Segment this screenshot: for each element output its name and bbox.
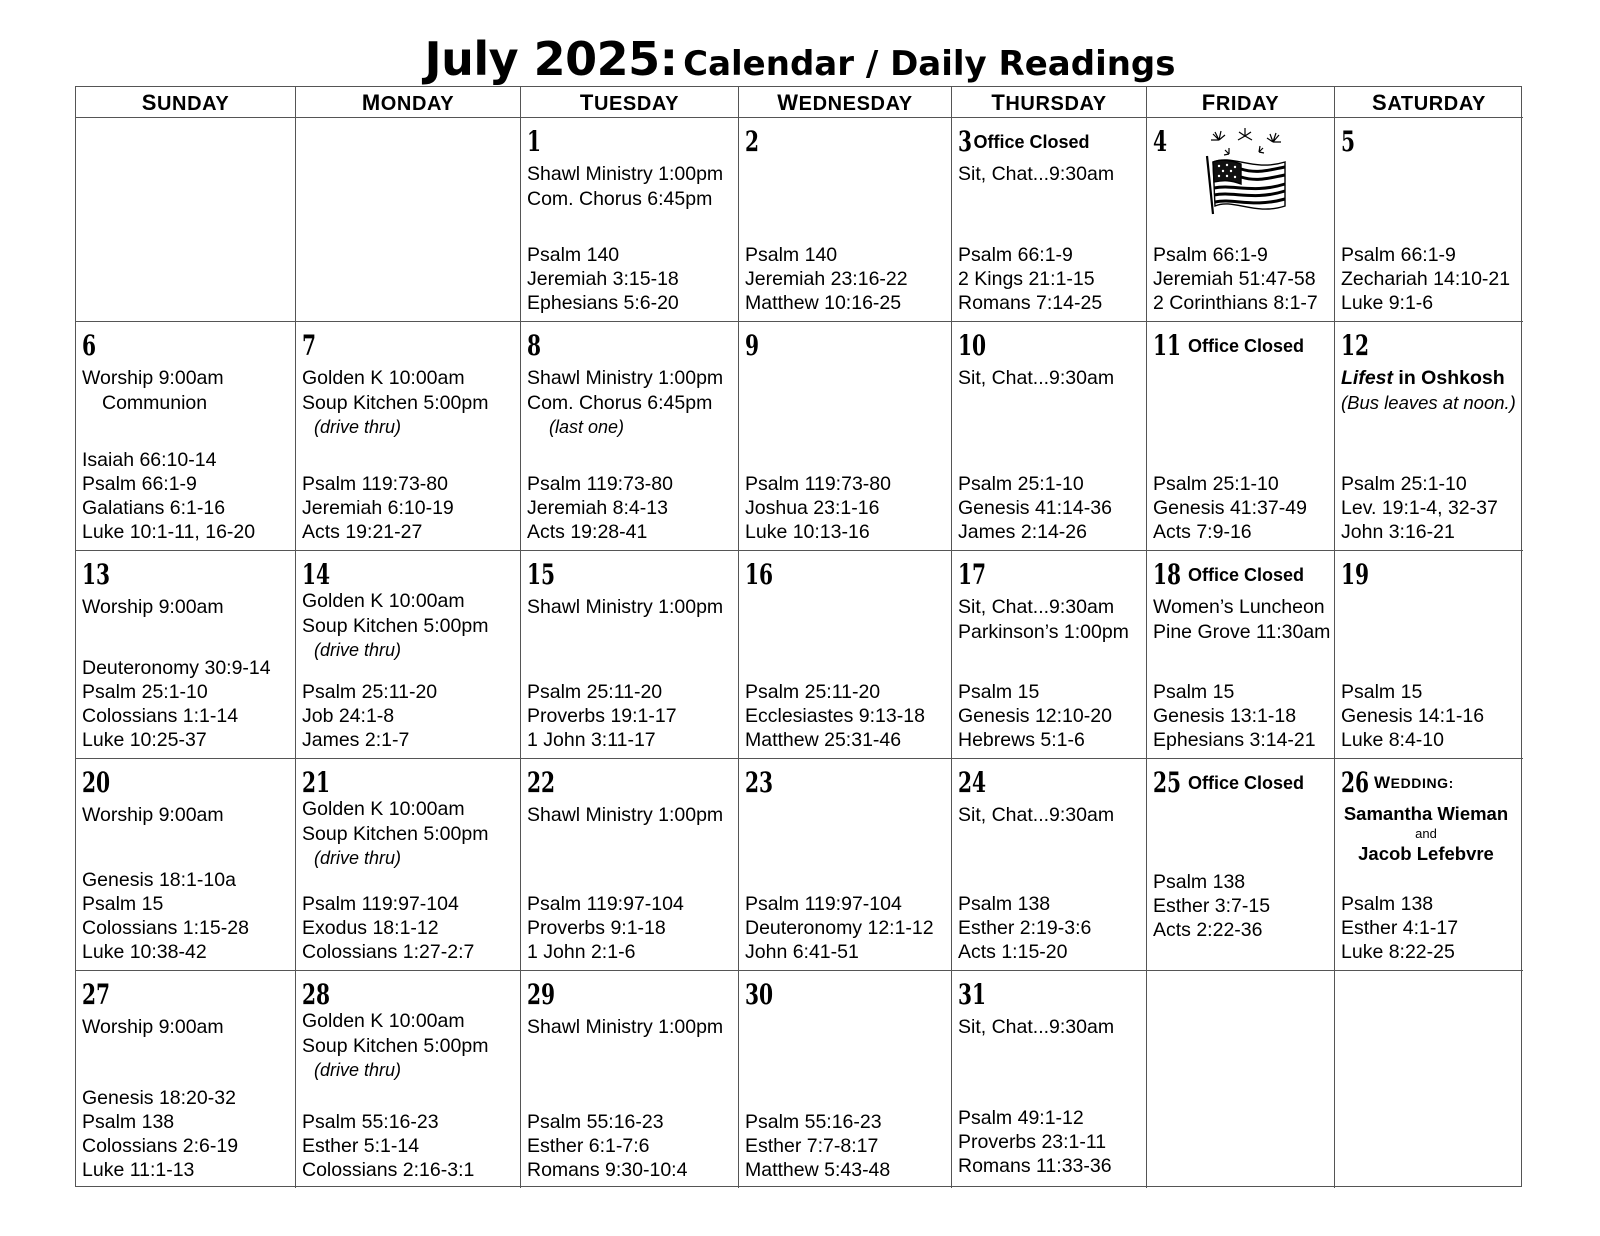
day-events xyxy=(958,162,1140,187)
reading: Esther 7:7-8:17 xyxy=(745,1135,879,1157)
reading: Colossians 1:27-2:7 xyxy=(302,941,475,963)
daily-readings xyxy=(745,680,925,752)
reading: Genesis 14:1-16 xyxy=(1341,705,1485,727)
day-events xyxy=(302,366,514,438)
daily-readings xyxy=(302,1110,474,1182)
reading: Matthew 5:43-48 xyxy=(745,1159,891,1181)
day-cell-8 xyxy=(521,322,739,551)
reading: Hebrews 5:1-6 xyxy=(958,729,1085,751)
reading: Psalm 55:16-23 xyxy=(302,1111,439,1133)
event-note: (drive thru) xyxy=(314,640,402,660)
day-cell-19 xyxy=(1335,551,1523,759)
day-cell-10 xyxy=(952,322,1147,551)
event: Golden K 10:00am xyxy=(302,367,465,389)
day-number: 12 xyxy=(1341,329,1370,362)
reading: Job 24:1-8 xyxy=(302,705,395,727)
event: Soup Kitchen 5:00pm xyxy=(302,615,489,637)
wedding-heading: WEDDING: xyxy=(1373,773,1454,792)
reading: Esther 2:19-3:6 xyxy=(958,917,1092,939)
weekday-sunday: SUNDAY xyxy=(76,87,296,118)
reading: Deuteronomy 12:1-12 xyxy=(745,917,934,939)
day-cell-26 xyxy=(1335,759,1523,971)
reading: Proverbs 19:1-17 xyxy=(527,705,677,727)
day-number: 14 xyxy=(302,558,331,591)
reading: Psalm 15 xyxy=(1341,681,1423,703)
day-number: 2 xyxy=(745,125,760,158)
event: Shawl Ministry 1:00pm xyxy=(527,804,724,826)
event: Sit, Chat...9:30am xyxy=(958,367,1115,389)
day-cell-23 xyxy=(739,759,952,971)
weekday-tuesday: TUESDAY xyxy=(521,87,739,118)
reading: Acts 2:22-36 xyxy=(1153,919,1263,941)
day-number: 16 xyxy=(745,558,774,591)
reading: Jeremiah 51:47-58 xyxy=(1153,268,1316,290)
reading: Matthew 10:16-25 xyxy=(745,292,902,314)
reading: Jeremiah 3:15-18 xyxy=(527,268,679,290)
daily-readings xyxy=(82,448,255,544)
day-events xyxy=(302,1009,514,1081)
daily-readings xyxy=(1153,472,1307,544)
event: Com. Chorus 6:45pm xyxy=(527,188,713,210)
reading: Psalm 138 xyxy=(1153,871,1246,893)
day-number: 17 xyxy=(958,558,987,591)
day-number: 18 xyxy=(1153,558,1182,591)
daily-readings xyxy=(302,472,454,544)
event: Women’s Luncheon xyxy=(1153,596,1325,618)
reading: Genesis 18:1-10a xyxy=(82,869,236,891)
day-number: 25 xyxy=(1153,766,1182,799)
reading: Psalm 25:11-20 xyxy=(745,681,881,703)
day-events xyxy=(527,803,732,828)
day-number: 7 xyxy=(302,329,317,362)
day-events xyxy=(1341,366,1517,415)
reading: Psalm 138 xyxy=(1341,893,1434,915)
day-cell-20 xyxy=(76,759,296,971)
event-note: (drive thru) xyxy=(314,1060,402,1080)
day-events xyxy=(82,1015,289,1040)
empty-day-cell xyxy=(1147,971,1335,1188)
event: Worship 9:00am xyxy=(82,804,224,826)
day-cell-11 xyxy=(1147,322,1335,551)
reading: Psalm 25:1-10 xyxy=(958,473,1084,495)
event: Parkinson’s 1:00pm xyxy=(958,621,1129,643)
day-cell-14 xyxy=(296,551,521,759)
day-events xyxy=(527,162,732,212)
reading: Psalm 55:16-23 xyxy=(745,1111,882,1133)
day-cell-16 xyxy=(739,551,952,759)
day-number: 9 xyxy=(745,329,760,362)
day-number: 3 xyxy=(958,125,973,158)
reading: Esther 5:1-14 xyxy=(302,1135,420,1157)
reading: Romans 9:30-10:4 xyxy=(527,1159,688,1181)
day-number: 21 xyxy=(302,766,331,799)
daily-readings xyxy=(745,892,934,964)
reading: John 3:16-21 xyxy=(1341,521,1455,543)
daily-readings xyxy=(82,868,249,964)
reading: Lev. 19:1-4, 32-37 xyxy=(1341,497,1498,519)
reading: Acts 19:28-41 xyxy=(527,521,648,543)
wedding-names xyxy=(1341,803,1511,865)
day-events xyxy=(302,797,514,869)
daily-readings xyxy=(1341,472,1498,544)
title-month: July 2025: xyxy=(424,32,678,86)
reading: Genesis 12:10-20 xyxy=(958,705,1112,727)
daily-readings xyxy=(958,892,1091,964)
american-flag-fireworks-icon xyxy=(1197,126,1293,216)
day-number: 24 xyxy=(958,766,987,799)
reading: Genesis 18:20-32 xyxy=(82,1087,236,1109)
reading: 2 Kings 21:1-15 xyxy=(958,268,1095,290)
reading: Psalm 25:11-20 xyxy=(302,681,438,703)
reading: Psalm 138 xyxy=(958,893,1051,915)
daily-readings xyxy=(958,680,1112,752)
day-number: 6 xyxy=(82,329,97,362)
reading: Psalm 119:73-80 xyxy=(527,473,673,495)
reading: Psalm 140 xyxy=(745,244,838,266)
event: Communion xyxy=(102,392,208,414)
daily-readings xyxy=(82,656,271,752)
reading: Colossians 2:6-19 xyxy=(82,1135,239,1157)
event-note: (last one) xyxy=(549,417,625,437)
wedding-name: Jacob Lefebvre xyxy=(1358,843,1494,864)
event: Lifest in Oshkosh xyxy=(1341,367,1505,389)
weekday-friday: FRIDAY xyxy=(1147,87,1335,118)
reading: Esther 6:1-7:6 xyxy=(527,1135,650,1157)
day-cell-7 xyxy=(296,322,521,551)
day-events xyxy=(958,366,1140,391)
day-number: 4 xyxy=(1153,125,1168,158)
reading: Ephesians 5:6-20 xyxy=(527,292,679,314)
day-cell-18 xyxy=(1147,551,1335,759)
reading: Galatians 6:1-16 xyxy=(82,497,226,519)
event: Soup Kitchen 5:00pm xyxy=(302,823,489,845)
day-cell-31 xyxy=(952,971,1147,1188)
day-cell-21 xyxy=(296,759,521,971)
reading: Colossians 2:16-3:1 xyxy=(302,1159,475,1181)
reading: Luke 10:38-42 xyxy=(82,941,207,963)
day-number: 5 xyxy=(1341,125,1356,158)
reading: 1 John 2:1-6 xyxy=(527,941,636,963)
reading: Genesis 41:14-36 xyxy=(958,497,1112,519)
reading: Jeremiah 8:4-13 xyxy=(527,497,668,519)
reading: Luke 9:1-6 xyxy=(1341,292,1434,314)
daily-readings xyxy=(82,1086,238,1182)
reading: Ecclesiastes 9:13-18 xyxy=(745,705,925,727)
day-events xyxy=(82,366,289,416)
daily-readings xyxy=(1341,680,1484,752)
reading: John 6:41-51 xyxy=(745,941,859,963)
reading: Psalm 66:1-9 xyxy=(958,244,1073,266)
daily-readings xyxy=(1153,243,1318,315)
reading: Luke 8:22-25 xyxy=(1341,941,1455,963)
day-number: 31 xyxy=(958,978,987,1011)
event: Shawl Ministry 1:00pm xyxy=(527,163,724,185)
reading: Psalm 119:73-80 xyxy=(302,473,448,495)
day-cell-30 xyxy=(739,971,952,1188)
day-number: 11 xyxy=(1153,329,1182,362)
event: Sit, Chat...9:30am xyxy=(958,1016,1115,1038)
day-events xyxy=(302,589,514,661)
reading: Colossians 1:1-14 xyxy=(82,705,239,727)
day-cell-29 xyxy=(521,971,739,1188)
day-cell-5 xyxy=(1335,118,1523,322)
day-cell-2 xyxy=(739,118,952,322)
day-number: 26 xyxy=(1341,766,1370,799)
event: Worship 9:00am xyxy=(82,1016,224,1038)
reading: Romans 11:33-36 xyxy=(958,1155,1112,1177)
day-cell-3 xyxy=(952,118,1147,322)
reading: Psalm 66:1-9 xyxy=(1153,244,1268,266)
reading: Deuteronomy 30:9-14 xyxy=(82,657,271,679)
day-cell-24 xyxy=(952,759,1147,971)
event-note: (Bus leaves at noon.) xyxy=(1341,392,1516,413)
daily-readings xyxy=(302,892,474,964)
day-number: 27 xyxy=(82,978,111,1011)
day-number: 19 xyxy=(1341,558,1370,591)
office-closed-note: Office Closed xyxy=(1187,564,1304,585)
day-number: 22 xyxy=(527,766,556,799)
wedding-and: and xyxy=(1415,826,1437,841)
reading: Proverbs 9:1-18 xyxy=(527,917,666,939)
reading: Luke 10:25-37 xyxy=(82,729,207,751)
daily-readings xyxy=(302,680,437,752)
reading: Zechariah 14:10-21 xyxy=(1341,268,1511,290)
event: Sit, Chat...9:30am xyxy=(958,596,1115,618)
day-cell-15 xyxy=(521,551,739,759)
reading: Matthew 25:31-46 xyxy=(745,729,902,751)
reading: Psalm 119:97-104 xyxy=(302,893,459,915)
reading: Psalm 25:1-10 xyxy=(82,681,208,703)
day-cell-28 xyxy=(296,971,521,1188)
day-events xyxy=(82,595,289,620)
day-number: 15 xyxy=(527,558,556,591)
reading: James 2:1-7 xyxy=(302,729,410,751)
reading: Psalm 25:1-10 xyxy=(1341,473,1467,495)
reading: Jeremiah 6:10-19 xyxy=(302,497,454,519)
reading: Exodus 18:1-12 xyxy=(302,917,439,939)
office-closed-note: Office Closed xyxy=(1187,772,1304,793)
daily-readings xyxy=(527,892,684,964)
reading: Acts 1:15-20 xyxy=(958,941,1068,963)
reading: Acts 19:21-27 xyxy=(302,521,423,543)
empty-day-cell xyxy=(76,118,296,322)
event: Worship 9:00am xyxy=(82,596,224,618)
day-events xyxy=(82,803,289,828)
day-cell-12 xyxy=(1335,322,1523,551)
reading: Psalm 119:97-104 xyxy=(745,893,902,915)
reading: Proverbs 23:1-11 xyxy=(958,1131,1107,1153)
day-number: 29 xyxy=(527,978,556,1011)
daily-readings xyxy=(1341,892,1458,964)
reading: Genesis 13:1-18 xyxy=(1153,705,1297,727)
day-cell-22 xyxy=(521,759,739,971)
reading: James 2:14-26 xyxy=(958,521,1087,543)
title-subtitle: Calendar / Daily Readings xyxy=(683,44,1176,84)
reading: Psalm 25:11-20 xyxy=(527,681,663,703)
reading: 1 John 3:11-17 xyxy=(527,729,656,751)
daily-readings xyxy=(527,680,677,752)
day-events xyxy=(958,803,1140,828)
day-events xyxy=(527,595,732,620)
reading: Psalm 15 xyxy=(1153,681,1235,703)
office-closed-note: Office Closed xyxy=(973,131,1090,152)
reading: Isaiah 66:10-14 xyxy=(82,449,217,471)
daily-readings xyxy=(527,472,673,544)
daily-readings xyxy=(745,472,891,544)
daily-readings xyxy=(745,243,908,315)
event: Golden K 10:00am xyxy=(302,590,465,612)
event-note: (drive thru) xyxy=(314,848,402,868)
daily-readings xyxy=(1153,680,1316,752)
reading: Psalm 49:1-12 xyxy=(958,1107,1084,1129)
reading: Luke 10:1-11, 16-20 xyxy=(82,521,256,543)
event: Worship 9:00am xyxy=(82,367,224,389)
event: Pine Grove 11:30am xyxy=(1153,621,1331,643)
daily-readings xyxy=(958,472,1112,544)
weekday-wednesday: WEDNESDAY xyxy=(739,87,952,118)
day-number: 1 xyxy=(527,125,542,158)
event: Sit, Chat...9:30am xyxy=(958,163,1115,185)
event: Sit, Chat...9:30am xyxy=(958,804,1115,826)
day-number: 10 xyxy=(958,329,987,362)
day-number: 13 xyxy=(82,558,111,591)
event: Com. Chorus 6:45pm xyxy=(527,392,713,414)
reading: Psalm 15 xyxy=(82,893,164,915)
day-events xyxy=(527,366,732,438)
reading: Luke 11:1-13 xyxy=(82,1159,195,1181)
day-cell-17 xyxy=(952,551,1147,759)
weekday-thursday: THURSDAY xyxy=(952,87,1147,118)
daily-readings xyxy=(958,243,1102,315)
daily-readings xyxy=(958,1106,1112,1178)
empty-day-cell xyxy=(296,118,521,322)
day-events xyxy=(958,1015,1140,1040)
daily-readings xyxy=(1153,870,1270,942)
day-events xyxy=(1153,595,1331,645)
day-cell-13 xyxy=(76,551,296,759)
day-number: 28 xyxy=(302,978,331,1011)
reading: Psalm 119:73-80 xyxy=(745,473,891,495)
reading: Acts 7:9-16 xyxy=(1153,521,1252,543)
reading: Genesis 41:37-49 xyxy=(1153,497,1307,519)
reading: Esther 3:7-15 xyxy=(1153,895,1271,917)
wedding-name: Samantha Wieman xyxy=(1343,803,1509,824)
reading: Colossians 1:15-28 xyxy=(82,917,249,939)
daily-readings xyxy=(1341,243,1510,315)
reading: Luke 8:4-10 xyxy=(1341,729,1444,751)
reading: Ephesians 3:14-21 xyxy=(1153,729,1316,751)
event: Golden K 10:00am xyxy=(302,798,465,820)
day-cell-6 xyxy=(76,322,296,551)
daily-readings xyxy=(527,1110,687,1182)
day-events xyxy=(527,1015,732,1040)
day-cell-4 xyxy=(1147,118,1335,322)
reading: 2 Corinthians 8:1-7 xyxy=(1153,292,1318,314)
day-number: 30 xyxy=(745,978,774,1011)
event: Soup Kitchen 5:00pm xyxy=(302,1035,489,1057)
daily-readings xyxy=(745,1110,890,1182)
reading: Psalm 119:97-104 xyxy=(527,893,684,915)
reading: Psalm 66:1-9 xyxy=(1341,244,1456,266)
reading: Luke 10:13-16 xyxy=(745,521,870,543)
reading: Jeremiah 23:16-22 xyxy=(745,268,908,290)
day-number: 23 xyxy=(745,766,774,799)
day-number: 20 xyxy=(82,766,111,799)
weekday-saturday: SATURDAY xyxy=(1335,87,1523,118)
weekday-monday: MONDAY xyxy=(296,87,521,118)
reading: Romans 7:14-25 xyxy=(958,292,1103,314)
event: Shawl Ministry 1:00pm xyxy=(527,367,724,389)
reading: Psalm 140 xyxy=(527,244,620,266)
reading: Psalm 15 xyxy=(958,681,1040,703)
day-cell-25 xyxy=(1147,759,1335,971)
event: Shawl Ministry 1:00pm xyxy=(527,596,724,618)
day-number: 8 xyxy=(527,329,542,362)
reading: Joshua 23:1-16 xyxy=(745,497,880,519)
event: Soup Kitchen 5:00pm xyxy=(302,392,489,414)
event-note: (drive thru) xyxy=(314,417,402,437)
reading: Esther 4:1-17 xyxy=(1341,917,1459,939)
event: Golden K 10:00am xyxy=(302,1010,465,1032)
day-cell-27 xyxy=(76,971,296,1188)
daily-readings xyxy=(527,243,679,315)
reading: Psalm 25:1-10 xyxy=(1153,473,1279,495)
office-closed-note: Office Closed xyxy=(1187,335,1304,356)
reading: Psalm 66:1-9 xyxy=(82,473,197,495)
reading: Psalm 138 xyxy=(82,1111,175,1133)
reading: Psalm 55:16-23 xyxy=(527,1111,664,1133)
event: Shawl Ministry 1:00pm xyxy=(527,1016,724,1038)
page-title xyxy=(0,32,1600,86)
day-events xyxy=(958,595,1140,645)
calendar-grid xyxy=(75,86,1522,1187)
empty-day-cell xyxy=(1335,971,1523,1188)
day-cell-9 xyxy=(739,322,952,551)
day-cell-1 xyxy=(521,118,739,322)
